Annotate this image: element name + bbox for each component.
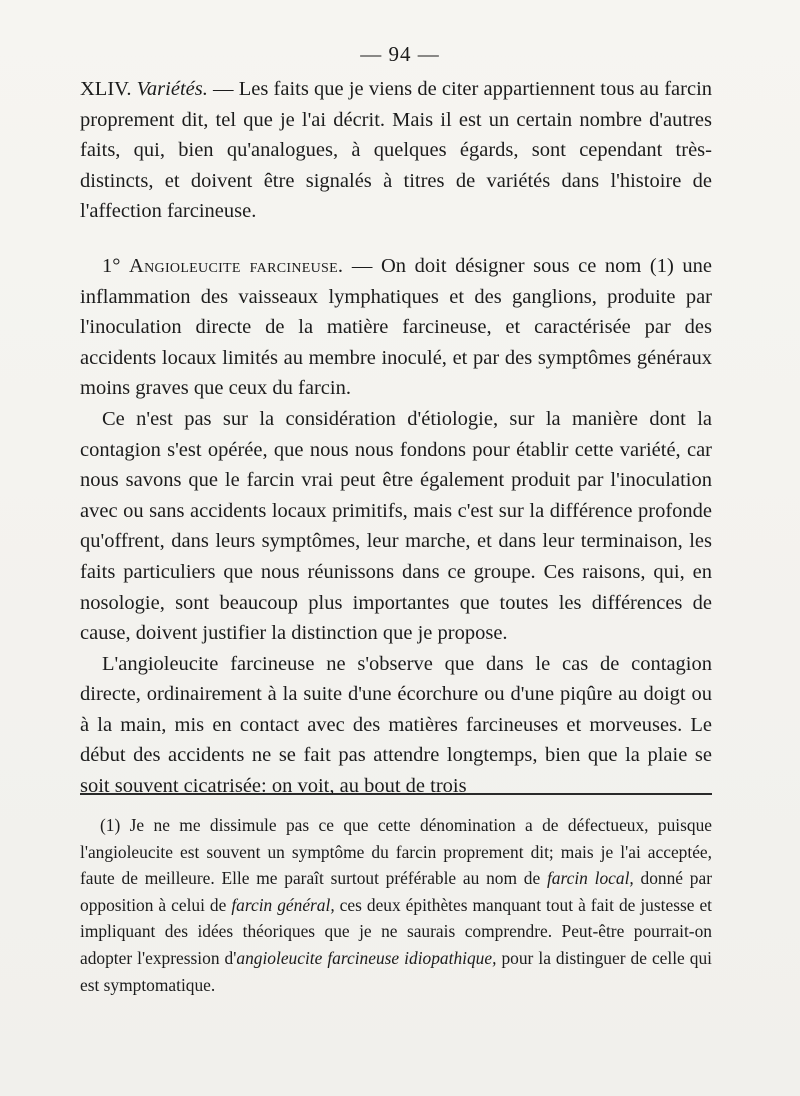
subsection-number: 1°	[102, 254, 121, 277]
paragraph-etiologie: Ce n'est pas sur la considération d'étiologie, sur la manière dont la contagion s'est opérée, que nous nous fondons pour établir cette variété, car nous savons que le farcin vrai peut être également produit par l'inoculation avec ou sans accidents locaux primitifs, mais c'est sur la différence profonde qu'offrent, dans leurs symptômes, leur marche, et dans leur terminaison, les faits particuliers que nous réunissons dans ce groupe. Ces raisons, qui, en nosologie, sont beaucoup plus importantes que toutes les différences de cause, doivent justifier la distinction que je propose.	[80, 407, 712, 645]
footnote-italic-farcin-local: farcin local,	[546, 868, 634, 889]
footnote-divider	[80, 793, 712, 795]
footnote-part-1: (1) Je ne me dissimule pas ce que cette dénomination a de défectueux, puisque l'angioleucite est souvent un symptôme du farcin proprement dit; mais je l'ai acceptée, faute de meilleure. Elle me paraît surtout préférable au nom de	[80, 815, 712, 889]
footnote-text	[80, 812, 712, 998]
paragraph-varietes-text: — Les faits que je viens de citer appartiennent tous au farcin proprement dit, tel que je l'ai décrit. Mais il est un certain nombre d'autres faits, qui, bien qu'analogues, à quelques égards, sont cependant très-distincts, et doivent être signalés à titres de variétés dans l'histoire de l'affection farcineuse.	[80, 78, 713, 223]
footnote-part-3: ces deux épithètes manquant tout à fait de justesse et impliquant des idées théoriques que je ne saurais comprendre. Peut-être pourrait-on adopter l'expression d'	[80, 894, 712, 968]
footnote	[80, 812, 712, 998]
footnote-part-4: pour la distinguer de celle qui est symptomatique.	[80, 947, 713, 995]
paragraph-varietes	[80, 74, 712, 227]
footnote-italic-angioleucite-idiopathique: angioleucite farcineuse idiopathique,	[236, 947, 497, 968]
main-text	[80, 74, 712, 802]
footnote-part-2: donné par opposition à celui de	[80, 868, 712, 915]
paragraph-angioleucite	[80, 251, 712, 404]
section-number: XLIV.	[80, 78, 132, 100]
footnote-italic-farcin-general: farcin général,	[231, 894, 335, 915]
section-title: Variétés.	[136, 78, 208, 100]
subsection-title: Angioleucite farcineuse.	[129, 254, 344, 277]
page-number: — 94 —	[360, 42, 440, 66]
paragraph-contagion: L'angioleucite farcineuse ne s'observe que dans le cas de contagion directe, ordinairement à la suite d'une écorchure ou d'une piqûre au doigt ou à la main, mis en contact avec des matières farcineuses et morveuses. Le début des accidents ne se fait pas attendre longtemps, bien que la plaie se soit souvent cicatrisée: on voit, au bout de trois	[80, 652, 712, 798]
paragraph-angioleucite-text: — On doit désigner sous ce nom (1) une inflammation des vaisseaux lymphatiques et des ganglions, produite par l'inoculation directe de la matière farcineuse, et caractérisée par des accidents locaux limités au membre inoculé, et par des symptômes généraux moins graves que ceux du farcin.	[80, 254, 713, 400]
